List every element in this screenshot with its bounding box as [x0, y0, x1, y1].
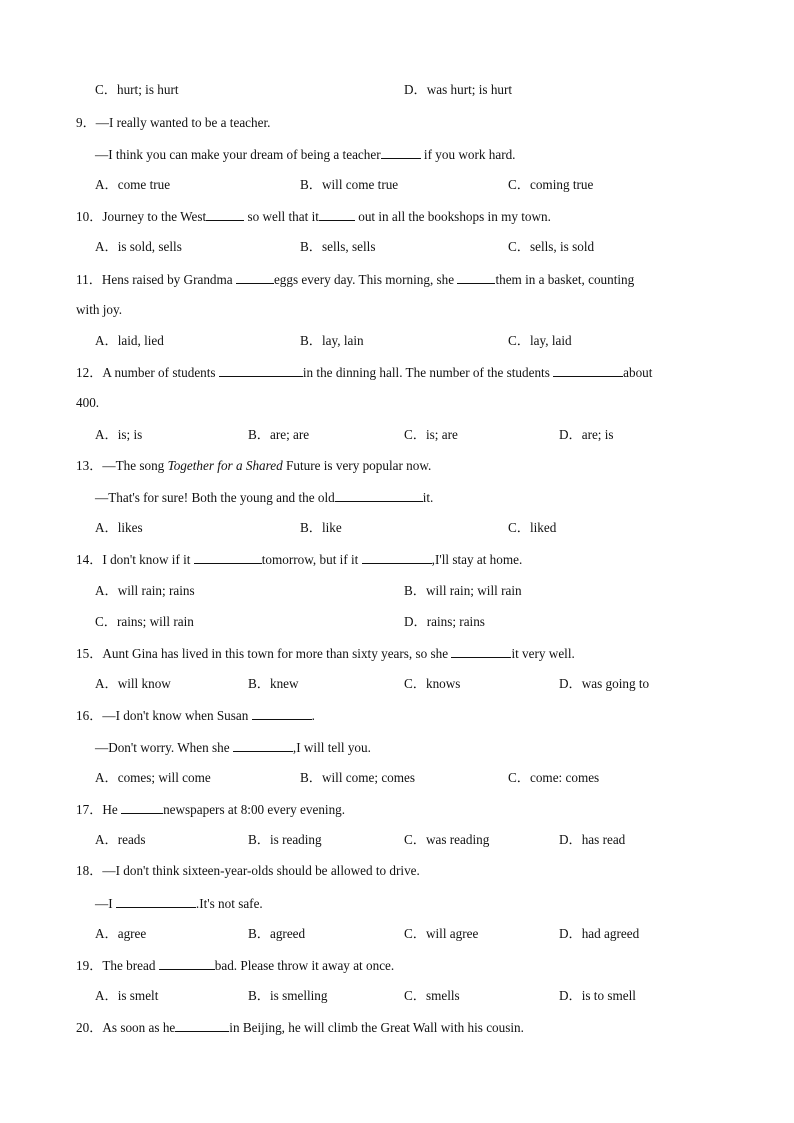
stem-text: —I think you can make your dream of being a teacher: [95, 147, 381, 162]
answer-blank: [116, 893, 196, 908]
q9-option-a: A．come true: [95, 177, 171, 192]
question-number: 20．: [76, 1020, 103, 1035]
stem-text: them in a basket, counting: [495, 272, 635, 287]
song-title: Together for a Shared: [167, 458, 283, 473]
stem-text: it.: [422, 490, 434, 505]
question-18: [76, 861, 420, 881]
q15-option-c: C．knows: [404, 676, 461, 691]
q16-option-b: B．will come; comes: [300, 770, 416, 785]
question-11: [76, 269, 634, 289]
question-10: [76, 206, 551, 226]
answer-blank: [553, 362, 623, 377]
stem-text: —I don't know when Susan: [102, 708, 252, 723]
q12-option-d: D．are; is: [559, 427, 614, 442]
question-stem: —I really wanted to be a teacher.: [95, 115, 271, 130]
q16-option-c: C．come: comes: [508, 770, 600, 785]
answer-blank: [233, 737, 293, 752]
stem-text: He: [102, 802, 122, 817]
question-9-line2: [95, 144, 515, 164]
question-9: [76, 113, 270, 133]
q8-option-c: C．hurt; is hurt: [95, 82, 179, 97]
question-number: 15．: [76, 646, 103, 661]
stem-text: so well that it: [244, 209, 319, 224]
stem-text: —I don't think sixteen-year-olds should be allowed to drive.: [102, 863, 420, 878]
answer-blank: [362, 549, 432, 564]
stem-text: —Don't worry. When she: [95, 740, 233, 755]
stem-text: about: [623, 365, 653, 380]
question-15: [76, 643, 575, 663]
question-12-line2: 400.: [76, 395, 100, 410]
q14-option-b: B．will rain; will rain: [404, 583, 522, 598]
question-20: [76, 1017, 524, 1037]
answer-blank: [219, 362, 303, 377]
answer-blank: [381, 144, 421, 159]
q11-option-b: B．lay, lain: [300, 333, 364, 348]
stem-text: Journey to the West: [102, 209, 207, 224]
stem-text: in the dinning hall. The number of the students: [302, 365, 554, 380]
q10-option-a: A．is sold, sells: [95, 239, 182, 254]
question-number: 19．: [76, 958, 103, 973]
q10-option-b: B．sells, sells: [300, 239, 376, 254]
question-number: 10．: [76, 209, 103, 224]
stem-text: Hens raised by Grandma: [101, 272, 236, 287]
stem-text: —I: [95, 896, 116, 911]
question-12: [76, 362, 652, 382]
question-number: 18．: [76, 863, 103, 878]
question-number: 12．: [76, 365, 103, 380]
stem-text: eggs every day. This morning, she: [273, 272, 458, 287]
q9-option-c: C．coming true: [508, 177, 594, 192]
question-18-line2: [95, 893, 263, 913]
question-16: [76, 705, 315, 725]
answer-blank: [121, 799, 163, 814]
stem-text: Future is very popular now.: [282, 458, 432, 473]
q12-option-b: B．are; are: [248, 427, 310, 442]
q17-option-d: D．has read: [559, 832, 626, 847]
q8-option-d: D．was hurt; is hurt: [404, 82, 513, 97]
q14-option-c: C．rains; will rain: [95, 614, 194, 629]
stem-text: newspapers at 8:00 every evening.: [163, 802, 346, 817]
q18-option-c: C．will agree: [404, 926, 479, 941]
stem-text: A number of students: [102, 365, 219, 380]
q12-option-c: C．is; are: [404, 427, 458, 442]
q15-option-a: A．will know: [95, 676, 171, 691]
q14-option-a: A．will rain; rains: [95, 583, 195, 598]
question-17: [76, 799, 345, 819]
answer-blank: [175, 1017, 229, 1032]
q19-option-a: A．is smelt: [95, 988, 159, 1003]
q11-option-c: C．lay, laid: [508, 333, 572, 348]
stem-text: —That's for sure! Both the young and the old: [95, 490, 335, 505]
answer-blank: [457, 269, 495, 284]
q19-option-c: C．smells: [404, 988, 460, 1003]
question-14: [76, 549, 522, 569]
stem-text: —The song: [102, 458, 168, 473]
question-11-line2: with joy.: [76, 302, 123, 317]
stem-text: bad. Please throw it away at once.: [214, 958, 395, 973]
q12-option-a: A．is; is: [95, 427, 143, 442]
q13-option-a: A．likes: [95, 520, 143, 535]
q18-option-a: A．agree: [95, 926, 147, 941]
question-16-line2: [95, 737, 371, 757]
stem-text: .: [311, 708, 315, 723]
q9-option-b: B．will come true: [300, 177, 399, 192]
q18-option-d: D．had agreed: [559, 926, 640, 941]
q14-option-d: D．rains; rains: [404, 614, 485, 629]
stem-text: Aunt Gina has lived in this town for more than sixty years, so she: [102, 646, 452, 661]
stem-text: ,I will tell you.: [292, 740, 371, 755]
stem-text: out in all the bookshops in my town.: [354, 209, 551, 224]
stem-text: ,I'll stay at home.: [431, 552, 523, 567]
question-number: 11．: [76, 272, 102, 287]
stem-text: The bread: [102, 958, 159, 973]
question-number: 16．: [76, 708, 103, 723]
answer-blank: [451, 643, 511, 658]
question-13: [76, 456, 431, 476]
q17-option-c: C．was reading: [404, 832, 490, 847]
stem-text: tomorrow, but if it: [261, 552, 362, 567]
answer-blank: [252, 705, 312, 720]
answer-blank: [236, 269, 274, 284]
q19-option-b: B．is smelling: [248, 988, 328, 1003]
question-number: 13．: [76, 458, 103, 473]
stem-text: .It's not safe.: [195, 896, 263, 911]
stem-text: I don't know if it: [102, 552, 194, 567]
answer-blank: [159, 955, 215, 970]
q13-option-b: B．like: [300, 520, 342, 535]
stem-text: it very well.: [511, 646, 575, 661]
q19-option-d: D．is to smell: [559, 988, 636, 1003]
answer-blank: [194, 549, 262, 564]
answer-blank: [206, 206, 244, 221]
q17-option-a: A．reads: [95, 832, 146, 847]
question-number: 14．: [76, 552, 103, 567]
q15-option-b: B．knew: [248, 676, 299, 691]
question-number: 9．: [76, 115, 96, 130]
question-19: [76, 955, 394, 975]
stem-text: if you work hard.: [420, 147, 516, 162]
q13-option-c: C．liked: [508, 520, 557, 535]
q11-option-a: A．laid, lied: [95, 333, 164, 348]
q15-option-d: D．was going to: [559, 676, 650, 691]
stem-text: As soon as he: [102, 1020, 176, 1035]
question-13-line2: [95, 487, 433, 507]
q16-option-a: A．comes; will come: [95, 770, 211, 785]
answer-blank: [319, 206, 355, 221]
stem-text: in Beijing, he will climb the Great Wall with his cousin.: [229, 1020, 524, 1035]
q10-option-c: C．sells, is sold: [508, 239, 595, 254]
answer-blank: [335, 487, 423, 502]
question-number: 17．: [76, 802, 103, 817]
q18-option-b: B．agreed: [248, 926, 306, 941]
q17-option-b: B．is reading: [248, 832, 322, 847]
